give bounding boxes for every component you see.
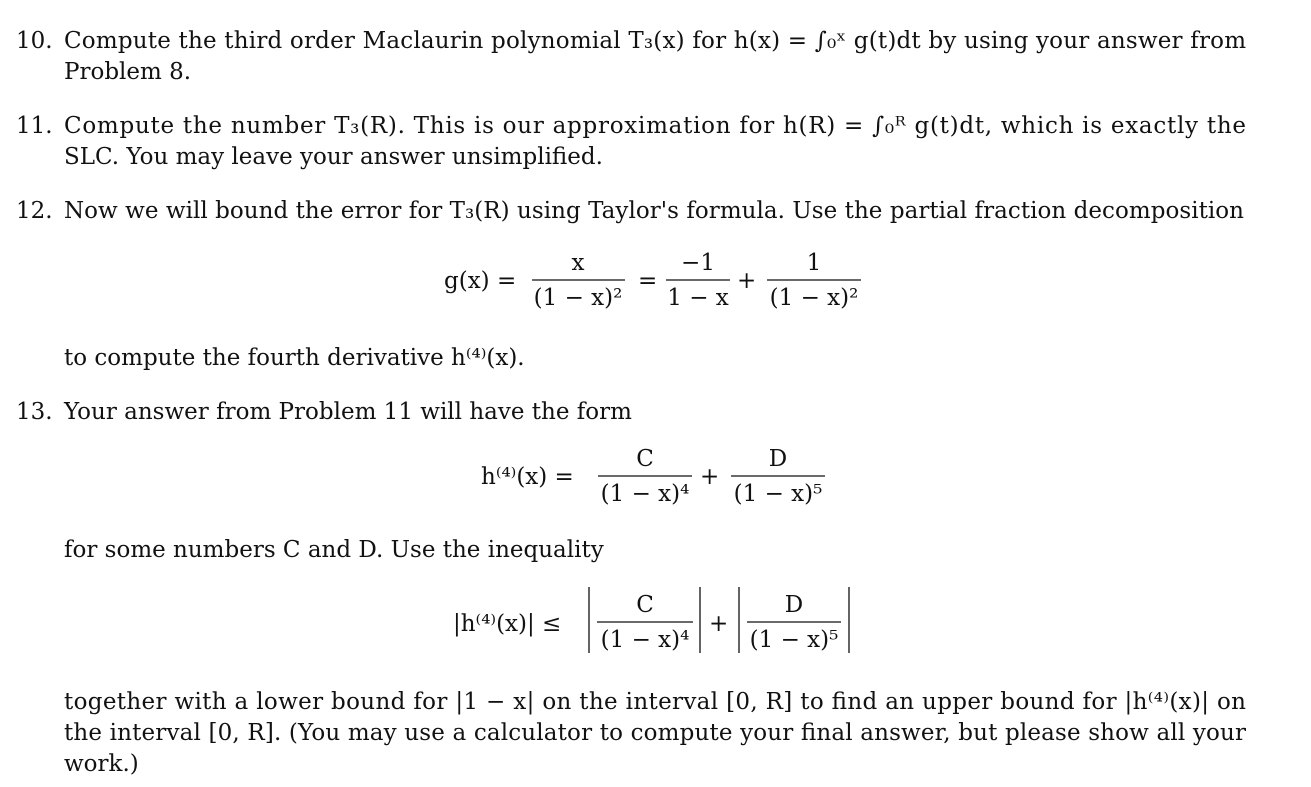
abs-d-denominator: (1 − x)⁵ — [749, 627, 839, 653]
equation-lhs: g(x) = — [444, 268, 517, 294]
fraction-c-numerator: C — [636, 446, 654, 472]
problem-13-end-line1: together with a lower bound for |1 − x| on the interval [0, R] to find an upper bound for |h⁽⁴⁾(x)| on — [64, 689, 1246, 715]
fraction-1-numerator: x — [571, 250, 585, 276]
fraction-1-denominator: (1 − x)² — [533, 285, 623, 311]
fraction-3-numerator: 1 — [806, 250, 822, 276]
problem-11-line2: SLC. You may leave your answer unsimplified. — [64, 144, 603, 170]
plus-sign: + — [709, 611, 729, 637]
fourth-derivative-form-equation — [481, 446, 825, 507]
problem-11-number: 11. — [16, 113, 53, 139]
problem-10-line1: Compute the third order Maclaurin polynomial T₃(x) for h(x) = ∫₀ˣ g(t)dt by using your answer from — [64, 28, 1246, 54]
partial-fraction-equation — [444, 250, 861, 311]
fraction-c-denominator: (1 − x)⁴ — [600, 481, 690, 507]
problem-12-number: 12. — [16, 198, 53, 224]
problem-13-middle: for some numbers C and D. Use the inequality — [64, 537, 604, 563]
plus-sign: + — [737, 268, 757, 294]
fraction-d-numerator: D — [768, 446, 788, 472]
problem-12-after: to compute the fourth derivative h⁽⁴⁾(x). — [64, 345, 525, 371]
equation-lhs: h⁽⁴⁾(x) = — [481, 464, 574, 490]
problem-13-line1: Your answer from Problem 11 will have the form — [64, 399, 632, 425]
equals-sign: = — [638, 268, 658, 294]
plus-sign: + — [700, 464, 720, 490]
abs-c-denominator: (1 − x)⁴ — [600, 627, 690, 653]
abs-c-numerator: C — [636, 592, 654, 618]
fraction-d-denominator: (1 − x)⁵ — [733, 481, 823, 507]
problem-12-line1: Now we will bound the error for T₃(R) using Taylor's formula. Use the partial fraction decomposition — [64, 198, 1244, 224]
problem-13-end-line2: the interval [0, R]. (You may use a calculator to compute your final answer, but please show all your — [64, 720, 1246, 746]
abs-d-numerator: D — [784, 592, 804, 618]
fraction-2-denominator: 1 − x — [667, 285, 729, 311]
inequality-lhs: |h⁽⁴⁾(x)| ≤ — [453, 611, 562, 637]
inequality-equation — [453, 587, 849, 653]
problem-13-number: 13. — [16, 399, 53, 425]
problem-10-number: 10. — [16, 28, 53, 54]
problem-13-end-line3: work.) — [64, 751, 139, 777]
fraction-3-denominator: (1 − x)² — [769, 285, 859, 311]
fraction-2-numerator: −1 — [681, 250, 715, 276]
problem-10-line2: Problem 8. — [64, 59, 192, 85]
problem-11-line1: Compute the number T₃(R). This is our approximation for h(R) = ∫₀ᴿ g(t)dt, which is exactly the — [64, 113, 1246, 139]
